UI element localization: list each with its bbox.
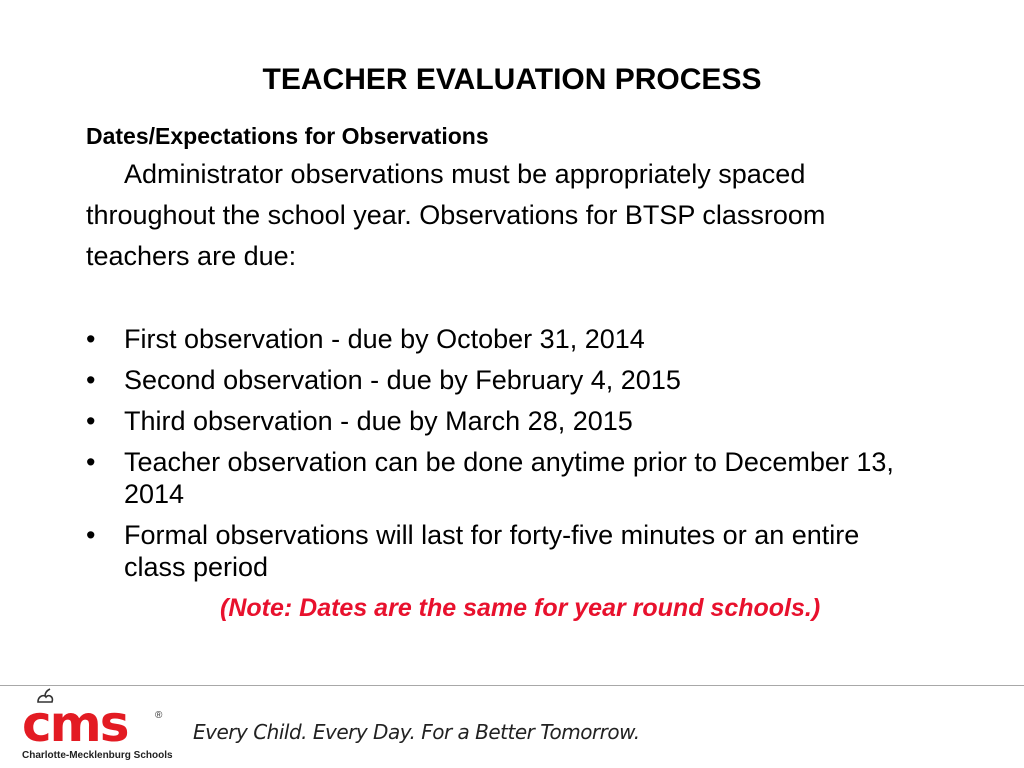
bullet-icon: • [86, 324, 96, 354]
logo-wordmark: cms [22, 695, 128, 753]
note-text: (Note: Dates are the same for year round schools.) [220, 594, 821, 622]
subheading: Dates/Expectations for Observations [86, 123, 489, 149]
intro-paragraph [86, 154, 986, 277]
registered-mark: ® [155, 710, 163, 721]
list-item: • First observation - due by October 31, 2014 [86, 324, 645, 354]
slide-content [86, 120, 986, 624]
tagline: Every Child. Every Day. For a Better Tomorrow. [193, 720, 640, 744]
logo-subtitle: Charlotte-Mecklenburg Schools [22, 750, 173, 761]
observation-list [86, 323, 986, 583]
cms-logo [22, 690, 172, 762]
list-item: • Third observation - due by March 28, 2015 [86, 406, 633, 436]
footer [0, 686, 1024, 768]
bullet-icon: • [86, 406, 96, 436]
list-item: • Teacher observation can be done anytime prior to December 13, 2014 [86, 447, 894, 509]
list-item: • Second observation - due by February 4, 2015 [86, 365, 681, 395]
slide-title: TEACHER EVALUATION PROCESS [262, 63, 762, 96]
bullet-icon: • [86, 447, 96, 477]
paragraph-line-2: throughout the school year. Observations for BTSP classroom [86, 200, 826, 230]
paragraph-line-3: teachers are due: [86, 241, 297, 271]
bullet-icon: • [86, 365, 96, 395]
list-item: • Formal observations will last for forty-five minutes or an entire class period [86, 520, 860, 582]
bullet-icon: • [86, 520, 96, 550]
paragraph-line-1: Administrator observations must be appropriately spaced [124, 159, 806, 189]
